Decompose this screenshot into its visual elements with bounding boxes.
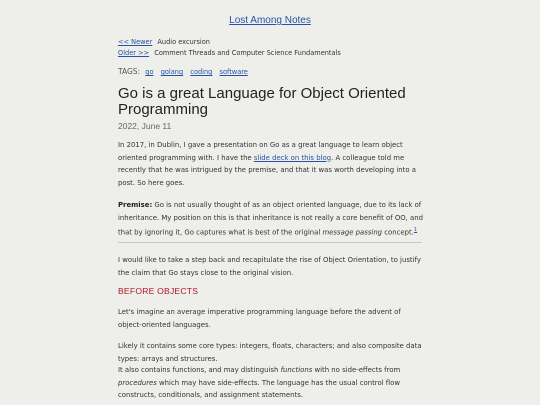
paragraph-text: which may have side-effects. The language has the usual control flow constructs, conditionals, and assignment statements. <box>118 378 400 399</box>
paragraph-premise <box>118 199 424 239</box>
nav-older <box>118 49 341 57</box>
paragraph-text: with no side-effects from <box>312 366 401 374</box>
paragraph-text: . A colleague told me recently that he was intrigued by the premise, and that it was worth developing into a post. So here goes. <box>118 153 416 187</box>
paragraph-core-types: Likely it contains some core types: integers, floats, characters; and also composite data types: arrays and structures. <box>118 342 422 363</box>
tag-link[interactable]: coding <box>190 68 213 76</box>
paragraph-text: concept. <box>382 228 414 237</box>
premise-label: Premise: <box>118 201 153 209</box>
tag-link[interactable]: golang <box>160 68 184 76</box>
divider <box>118 242 422 243</box>
emphasis-text: procedures <box>118 378 157 387</box>
footnote-link[interactable]: 1 <box>413 227 418 233</box>
post-title: Go is a great Language for Object Oriented Programming <box>118 85 406 118</box>
newer-post-link[interactable]: << Newer <box>118 38 153 46</box>
paragraph-text: In 2017, in Dublin, I gave a presentation on Go as a great language to learn object oriented programming with. I have the <box>118 141 403 162</box>
section-heading: BEFORE OBJECTS <box>118 286 199 296</box>
tags-row <box>118 67 253 76</box>
paragraph-text: It also contains functions, and may distinguish <box>118 366 281 374</box>
paragraph-intro <box>118 139 424 189</box>
tags-label: TAGS: <box>118 67 141 76</box>
slide-deck-link[interactable]: slide deck on this blog <box>253 153 332 162</box>
newer-post-title: Audio excursion <box>157 38 210 46</box>
older-post-link[interactable]: Older >> <box>118 49 150 57</box>
site-title-link[interactable]: Lost Among Notes <box>229 15 311 26</box>
paragraph-imagine: Let's imagine an average imperative programming language before the advent of object-oriented languages. <box>118 308 401 329</box>
paragraph-recap: I would like to take a step back and recapitulate the rise of Object Orientation, to justify the claim that Go stays close to the original vision. <box>118 256 421 277</box>
paragraph-text: Go is not usually thought of as an object oriented language, due to its lack of inheritance. My position on this is that inheritance is not really a core benefit of OO, and that by ignoring it, Go captures what is best of the original <box>118 201 424 237</box>
emphasis-text: functions <box>280 366 313 374</box>
older-post-title: Comment Threads and Computer Science Fundamentals <box>154 49 341 57</box>
emphasis-text: message passing <box>322 228 383 237</box>
post-date: 2022, June 11 <box>118 121 172 131</box>
paragraph-functions <box>118 364 424 402</box>
tag-link[interactable]: software <box>219 68 248 76</box>
tag-link[interactable]: go <box>145 68 154 76</box>
nav-newer <box>118 38 210 46</box>
